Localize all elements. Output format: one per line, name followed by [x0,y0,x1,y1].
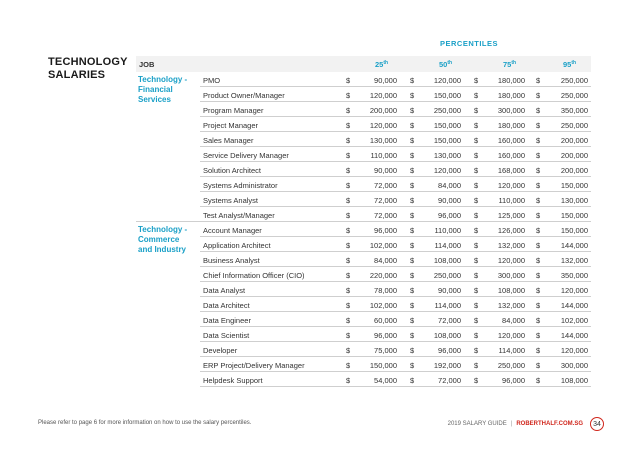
salary-value: 96,000 [438,211,461,220]
currency-symbol: $ [346,151,351,160]
salary-value: 160,000 [497,136,525,145]
table-row [200,72,591,87]
salary-value: 110,000 [370,151,397,160]
currency-symbol: $ [474,331,479,340]
currency-symbol: $ [346,181,351,190]
table-row [200,207,591,222]
salary-value: 350,000 [560,271,588,280]
salary-value: 72,000 [438,376,461,385]
table-row [200,222,591,237]
currency-symbol: $ [536,241,541,250]
currency-symbol: $ [410,121,415,130]
table-row [200,237,591,252]
group-label-line: Technology - [138,225,188,234]
salary-value: 144,000 [560,301,588,310]
salary-value: 180,000 [497,76,525,85]
currency-symbol: $ [410,196,415,205]
salary-value: 120,000 [497,256,525,265]
table-row [200,252,591,267]
salary-value: 90,000 [438,286,461,295]
table-row [200,297,591,312]
salary-value: 75,000 [374,346,397,355]
currency-symbol: $ [474,316,479,325]
job-title: Developer [203,346,238,355]
job-title: Data Engineer [203,316,251,325]
group-label-line: Financial [138,85,173,94]
currency-symbol: $ [410,286,415,295]
group-label [138,75,187,105]
currency-symbol: $ [474,106,479,115]
salary-value: 180,000 [497,121,525,130]
salary-value: 90,000 [374,76,397,85]
salary-value: 102,000 [369,301,397,310]
footer-separator: | [510,421,513,427]
currency-symbol: $ [410,151,415,160]
salary-value: 110,000 [498,196,525,205]
salary-value: 126,000 [497,226,525,235]
table-row [200,192,591,207]
salary-value: 114,000 [434,241,461,250]
salary-value: 144,000 [560,331,588,340]
currency-symbol: $ [536,361,541,370]
salary-value: 150,000 [433,91,461,100]
currency-symbol: $ [536,226,541,235]
currency-symbol: $ [346,211,351,220]
salary-value: 250,000 [433,106,461,115]
job-title: Solution Architect [203,166,261,175]
table-row [200,147,591,162]
currency-symbol: $ [410,301,415,310]
salary-value: 96,000 [374,226,397,235]
group-label-line: Commerce [138,235,180,244]
table-row [200,267,591,282]
currency-symbol: $ [410,346,415,355]
currency-symbol: $ [346,376,351,385]
currency-symbol: $ [346,361,351,370]
salary-value: 250,000 [433,271,461,280]
salary-value: 150,000 [560,181,588,190]
salary-value: 220,000 [369,271,397,280]
currency-symbol: $ [346,241,351,250]
currency-symbol: $ [536,301,541,310]
salary-value: 132,000 [560,256,588,265]
salary-value: 120,000 [433,76,461,85]
currency-symbol: $ [536,166,541,175]
currency-symbol: $ [346,271,351,280]
salary-value: 90,000 [438,196,461,205]
header-job: JOB [139,60,155,69]
job-title: Product Owner/Manager [203,91,285,100]
salary-value: 96,000 [438,346,461,355]
currency-symbol: $ [346,91,351,100]
job-title: Data Scientist [203,331,250,340]
currency-symbol: $ [410,241,415,250]
salary-value: 250,000 [497,361,525,370]
table-row [200,132,591,147]
currency-symbol: $ [474,76,479,85]
currency-symbol: $ [474,376,479,385]
salary-value: 144,000 [560,241,588,250]
currency-symbol: $ [536,211,541,220]
salary-value: 110,000 [434,226,461,235]
currency-symbol: $ [474,121,479,130]
salary-value: 180,000 [497,91,525,100]
table-row [200,312,591,327]
currency-symbol: $ [536,181,541,190]
salary-value: 160,000 [497,151,525,160]
page-title-line2: SALARIES [48,69,106,81]
page-number: 34 [590,417,604,431]
salary-value: 120,000 [369,91,397,100]
currency-symbol: $ [536,316,541,325]
currency-symbol: $ [410,256,415,265]
salary-value: 108,000 [433,256,461,265]
page-title-line1: TECHNOLOGY [48,56,128,68]
job-title: Service Delivery Manager [203,151,289,160]
salary-value: 72,000 [374,196,397,205]
salary-value: 120,000 [560,346,588,355]
salary-value: 78,000 [374,286,397,295]
salary-value: 90,000 [374,166,397,175]
salary-value: 200,000 [560,166,588,175]
currency-symbol: $ [536,286,541,295]
currency-symbol: $ [536,76,541,85]
currency-symbol: $ [474,226,479,235]
job-title: Project Manager [203,121,259,130]
group-label-line: and Industry [138,245,187,254]
job-title: PMO [203,76,221,85]
currency-symbol: $ [474,346,479,355]
job-title: Sales Manager [203,136,254,145]
table-row [200,372,591,387]
currency-symbol: $ [536,331,541,340]
currency-symbol: $ [410,76,415,85]
job-title: Systems Administrator [203,181,278,190]
salary-value: 130,000 [560,196,588,205]
table-row [200,327,591,342]
salary-value: 132,000 [497,301,525,310]
header-p25: 25th [375,60,389,69]
footer-guide: 2019 SALARY GUIDE [447,421,507,427]
salary-value: 150,000 [560,211,588,220]
currency-symbol: $ [410,136,415,145]
currency-symbol: $ [410,331,415,340]
salary-value: 84,000 [374,256,397,265]
salary-value: 120,000 [369,121,397,130]
salary-value: 250,000 [560,91,588,100]
salary-value: 120,000 [560,286,588,295]
salary-value: 120,000 [497,331,525,340]
job-title: Test Analyst/Manager [203,211,275,220]
salary-value: 72,000 [438,316,461,325]
table-row [200,162,591,177]
job-title: Helpdesk Support [203,376,263,385]
currency-symbol: $ [346,106,351,115]
currency-symbol: $ [346,166,351,175]
salary-value: 72,000 [374,211,397,220]
salary-value: 108,000 [433,331,461,340]
currency-symbol: $ [346,301,351,310]
currency-symbol: $ [410,91,415,100]
table-header [136,56,591,72]
salary-value: 200,000 [369,106,397,115]
currency-symbol: $ [474,211,479,220]
currency-symbol: $ [346,136,351,145]
salary-value: 150,000 [369,361,397,370]
job-title: Business Analyst [203,256,260,265]
salary-value: 84,000 [502,316,525,325]
currency-symbol: $ [346,226,351,235]
currency-symbol: $ [474,256,479,265]
currency-symbol: $ [536,346,541,355]
salary-value: 168,000 [497,166,525,175]
salary-value: 192,000 [433,361,461,370]
table-row [200,282,591,297]
currency-symbol: $ [474,271,479,280]
salary-value: 114,000 [434,301,461,310]
salary-value: 300,000 [497,271,525,280]
currency-symbol: $ [536,136,541,145]
currency-symbol: $ [536,106,541,115]
table-row [200,342,591,357]
currency-symbol: $ [474,196,479,205]
group-label-line: Services [138,95,171,104]
salary-value: 96,000 [374,331,397,340]
currency-symbol: $ [474,301,479,310]
currency-symbol: $ [536,151,541,160]
salary-value: 200,000 [560,151,588,160]
salary-value: 132,000 [497,241,525,250]
group-label [138,225,187,255]
table-row [200,102,591,117]
currency-symbol: $ [474,166,479,175]
job-title: Systems Analyst [203,196,259,205]
salary-value: 102,000 [560,316,588,325]
currency-symbol: $ [474,151,479,160]
job-title: Application Architect [203,241,271,250]
currency-symbol: $ [346,331,351,340]
salary-value: 60,000 [374,316,397,325]
currency-symbol: $ [346,286,351,295]
group-label-line: Technology - [138,75,188,84]
currency-symbol: $ [410,226,415,235]
salary-value: 150,000 [433,121,461,130]
currency-symbol: $ [474,241,479,250]
currency-symbol: $ [474,136,479,145]
salary-value: 200,000 [560,136,588,145]
job-title: ERP Project/Delivery Manager [203,361,305,370]
currency-symbol: $ [346,256,351,265]
currency-symbol: $ [346,346,351,355]
currency-symbol: $ [536,121,541,130]
salary-value: 108,000 [560,376,588,385]
table-row [200,87,591,102]
currency-symbol: $ [474,181,479,190]
currency-symbol: $ [346,76,351,85]
job-title: Program Manager [203,106,264,115]
footer-note: Please refer to page 6 for more information on how to use the salary percentiles. [38,420,252,426]
table-row [200,117,591,132]
salary-value: 114,000 [498,346,525,355]
currency-symbol: $ [410,211,415,220]
percentiles-label: PERCENTILES [440,39,499,48]
currency-symbol: $ [410,376,415,385]
salary-value: 84,000 [438,181,461,190]
currency-symbol: $ [536,256,541,265]
currency-symbol: $ [536,271,541,280]
currency-symbol: $ [410,361,415,370]
currency-symbol: $ [346,316,351,325]
salary-value: 130,000 [433,151,461,160]
currency-symbol: $ [474,91,479,100]
currency-symbol: $ [410,316,415,325]
footer-brand [448,417,604,431]
footer-site-link[interactable]: ROBERTHALF.COM.SG [516,421,583,427]
header-p95: 95th [563,60,577,69]
currency-symbol: $ [474,361,479,370]
currency-symbol: $ [410,106,415,115]
table-row [200,177,591,192]
salary-value: 130,000 [369,136,397,145]
currency-symbol: $ [346,196,351,205]
salary-value: 125,000 [497,211,525,220]
salary-value: 72,000 [374,181,397,190]
job-title: Data Analyst [203,286,246,295]
currency-symbol: $ [536,196,541,205]
salary-value: 250,000 [560,76,588,85]
currency-symbol: $ [410,181,415,190]
salary-value: 250,000 [560,121,588,130]
table-row [200,357,591,372]
currency-symbol: $ [536,91,541,100]
salary-value: 150,000 [433,136,461,145]
currency-symbol: $ [474,286,479,295]
currency-symbol: $ [410,166,415,175]
salary-value: 300,000 [560,361,588,370]
header-p50: 50th [439,60,453,69]
header-p75: 75th [503,60,517,69]
job-title: Chief Information Officer (CIO) [203,271,305,280]
salary-value: 102,000 [369,241,397,250]
salary-value: 300,000 [497,106,525,115]
salary-value: 108,000 [497,286,525,295]
page-title [48,56,128,82]
job-title: Account Manager [203,226,262,235]
salary-value: 150,000 [560,226,588,235]
salary-value: 54,000 [374,376,397,385]
currency-symbol: $ [346,121,351,130]
salary-value: 350,000 [560,106,588,115]
job-title: Data Architect [203,301,250,310]
currency-symbol: $ [536,376,541,385]
currency-symbol: $ [410,271,415,280]
salary-value: 120,000 [433,166,461,175]
salary-value: 120,000 [497,181,525,190]
salary-value: 96,000 [502,376,525,385]
